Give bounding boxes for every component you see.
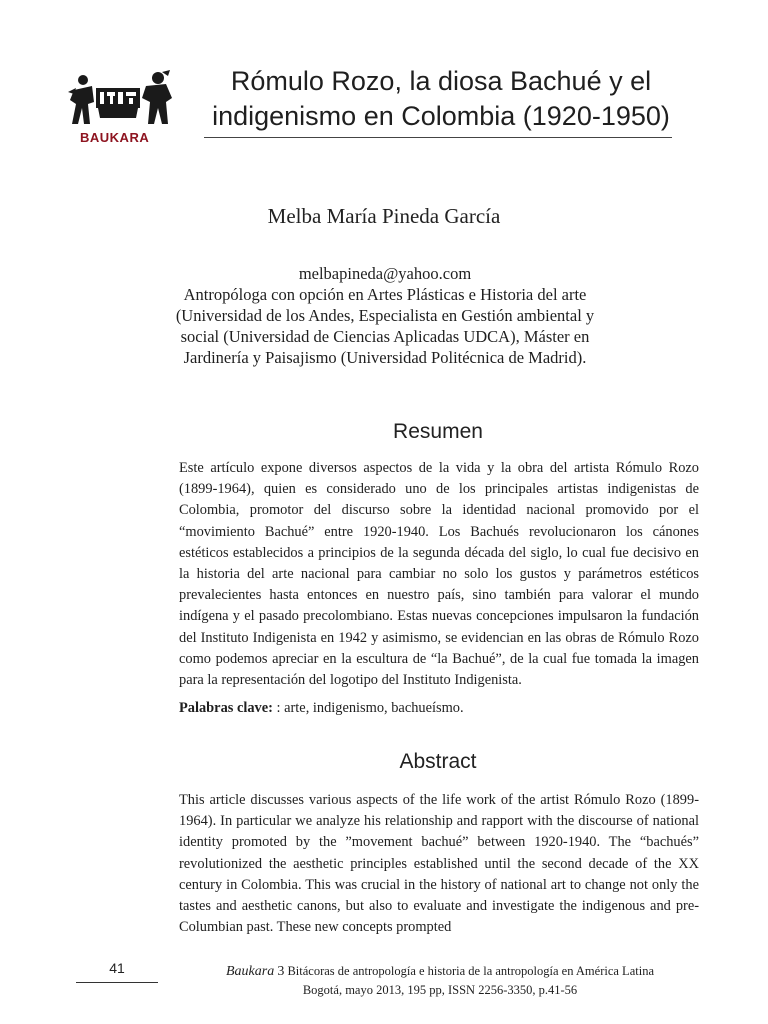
title-underline: [204, 137, 672, 138]
footer-line-1: [170, 962, 710, 981]
resumen-text: Este artículo expone diversos aspectos de la vida y la obra del artista Rómulo Rozo (1899-1964), quien es considerado uno de los principales artistas indigenistas de Colombia, promotor del discurso sobre la identidad nacional promovido por el “movimiento Bachué” entre 1920-1940. Los Bachués revolucionaron los cánones estéticos establecidos a principios de la segunda década del siglo, lo cual fue decisivo en la historia del arte nacional para cambiar no solo los gustos y parámetros estéticos prevalecientes hasta entonces en nuestro país, sino también para valorar el mundo indígena y el pasado precolombiano. Estas nuevas concepciones impulsaron la fundación del Instituto Indigenista en 1942 y asimismo, se evidencian en las obras de Rómulo Rozo como podemos apreciar en la escultura de “la Bachué”, de la cual fue tomada la imagen para la representación del logotipo del Instituto Indigenista.: [179, 460, 699, 689]
journal-name: Baukara: [225, 964, 275, 979]
page-footer: [170, 962, 710, 1000]
abstract-text: This article discusses various aspects of the life work of the artist Rómulo Rozo (1899-1964). In particular we analyze his relationship and rapport with the discourse of national identity promoted by the ”movement bachué” between 1920-1940. The “bachués” revolutionized the aesthetic principles established until the second decade of the XX century in Colombia. This was crucial in the history of national art to change not only the tastes and aesthetic canons, but also to evaluate and investigate the indigenous and pre-Columbian past. These new concepts prompted: [179, 792, 699, 936]
publication-info: Bogotá, mayo 2013, 195 pp, ISSN 2256-3350, p.41-56: [302, 983, 578, 997]
journal-logo: [66, 68, 174, 148]
author-description: Antropóloga con opción en Artes Plásticas e Historia del arte (Universidad de los Andes, Especialista en Gestión ambiental y social (Universidad de Ciencias Aplicadas UDCA), Máster en Jardinería y Paisajismo (Universidad Politécnica de Madrid).: [175, 285, 595, 367]
baukara-figures-icon: [66, 68, 174, 132]
journal-issue: 3: [277, 964, 285, 979]
author-affiliation: [170, 263, 600, 368]
page-number: 41: [109, 960, 125, 976]
keywords-label: Palabras clave:: [179, 700, 273, 716]
article-title: Rómulo Rozo, la diosa Bachué y el indigenismo en Colombia (1920-1950): [212, 66, 670, 131]
keywords-list: : arte, indigenismo, bachueísmo.: [276, 700, 464, 716]
journal-subtitle: Bitácoras de antropología e historia de la antropología en América Latina: [287, 964, 654, 978]
author-email[interactable]: melbapineda@yahoo.com: [298, 264, 472, 283]
author-name: Melba María Pineda García: [267, 204, 501, 228]
abstract-heading: Abstract: [399, 750, 477, 773]
resumen-heading: Resumen: [393, 420, 483, 443]
keywords: [179, 698, 699, 719]
footer-rule: [76, 982, 158, 983]
logo-text: BAUKARA: [80, 130, 150, 145]
